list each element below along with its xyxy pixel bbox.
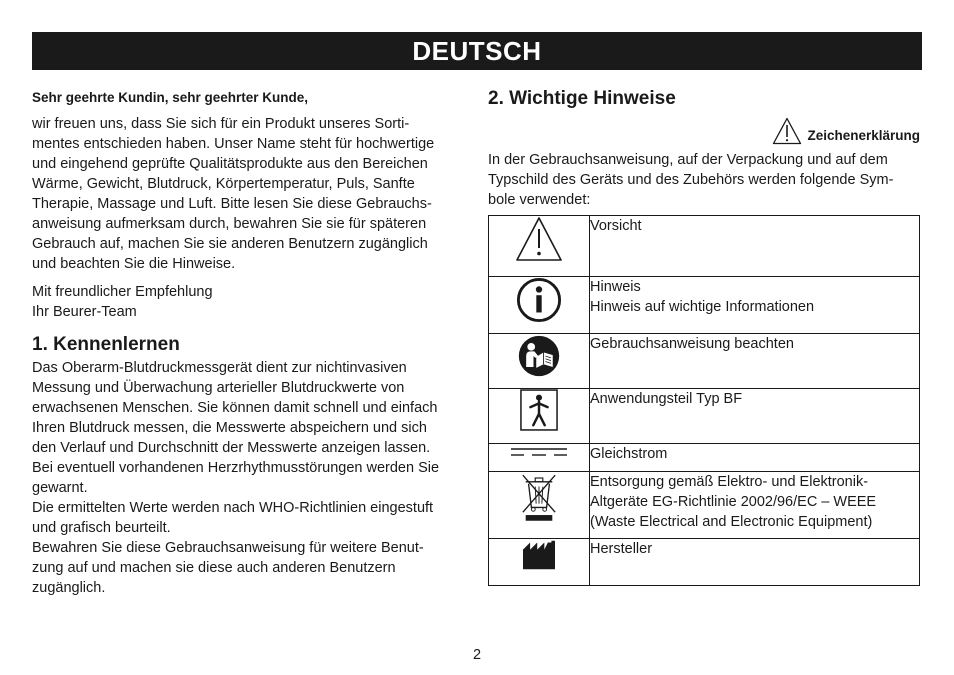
- text-line: In der Gebrauchsanweisung, auf der Verpackung und auf dem: [488, 152, 888, 168]
- text-line: Messung und Überwachung arterieller Blutdruckwerte von: [32, 380, 405, 396]
- subheading-label: Zeichenerklärung: [807, 128, 920, 143]
- text-line: den Verlauf und Durchschnitt der Messwerte anzeigen lassen.: [32, 440, 431, 456]
- text-line: Die ermittelten Werte werden nach WHO-Richtlinien eingestuft: [32, 500, 434, 516]
- salutation: Sehr geehrte Kundin, sehr geehrter Kunde,: [32, 90, 309, 105]
- symbol-cell: [489, 334, 590, 389]
- text-line: und eingehend geprüfte Qualitätsprodukte aus den Bereichen: [32, 156, 428, 172]
- description-line: Altgeräte EG-Richtlinie 2002/96/EC – WEEE: [590, 494, 877, 510]
- table-row: [489, 277, 920, 334]
- signature-line: Ihr Beurer-Team: [32, 304, 137, 320]
- section-title-kennenlernen: 1. Kennenlernen: [32, 334, 180, 355]
- symbol-cell: [489, 389, 590, 444]
- symbol-description: [590, 444, 920, 472]
- left-column: [32, 88, 464, 598]
- text-line: bole verwendet:: [488, 192, 591, 208]
- section1-paragraph: [32, 358, 464, 598]
- text-line: gewarnt.: [32, 480, 88, 496]
- symbol-description: [590, 539, 920, 586]
- direct-current-icon: [509, 444, 569, 460]
- text-line: Gebrauch auf, machen Sie sie anderen Benutzern zugänglich: [32, 236, 428, 252]
- right-column: [488, 86, 920, 210]
- section-title-wichtige-hinweise: 2. Wichtige Hinweise: [488, 88, 676, 109]
- description-line: Entsorgung gemäß Elektro- und Elektronik-: [590, 474, 869, 490]
- text-line: und beachten Sie die Hinweise.: [32, 256, 236, 272]
- symbol-description: [590, 472, 920, 539]
- closing-paragraph: [32, 282, 464, 322]
- weee-bin-icon: [520, 472, 558, 522]
- symbol-legend-heading: [488, 117, 920, 145]
- closing-line: Mit freundlicher Empfehlung: [32, 284, 213, 300]
- symbol-cell: [489, 444, 590, 472]
- table-row: [489, 216, 920, 277]
- table-row: [489, 389, 920, 444]
- text-line: zung auf und machen sie diese auch anderen Benutzern: [32, 560, 396, 576]
- table-row: [489, 444, 920, 472]
- description-line: Gebrauchsanweisung beachten: [590, 336, 794, 352]
- symbol-description: [590, 389, 920, 444]
- table-row: [489, 472, 920, 539]
- text-line: Bewahren Sie diese Gebrauchsanweisung für weitere Benut-: [32, 540, 424, 556]
- warning-triangle-icon: [772, 117, 802, 145]
- table-row: [489, 539, 920, 586]
- manufacturer-icon: [521, 539, 557, 571]
- text-line: mentes entschieden haben. Unser Name steht für hochwertige: [32, 136, 435, 152]
- read-manual-icon: [517, 334, 561, 378]
- text-line: Ihren Blutdruck messen, die Messwerte abspeichern und sich: [32, 420, 427, 436]
- text-line: anweisung aufmerksam durch, bewahren Sie sie für späteren: [32, 216, 427, 232]
- symbol-cell: [489, 472, 590, 539]
- description-line: Hinweis auf wichtige Informationen: [590, 299, 815, 315]
- description-line: Vorsicht: [590, 218, 642, 234]
- symbol-cell: [489, 539, 590, 586]
- text-line: und grafisch beurteilt.: [32, 520, 171, 536]
- text-line: Bei eventuell vorhandenen Herzrhythmusstörungen werden Sie: [32, 460, 440, 476]
- description-line: Hersteller: [590, 541, 653, 557]
- description-line: Hinweis: [590, 279, 641, 295]
- text-line: zugänglich.: [32, 580, 106, 596]
- description-line: Anwendungsteil Typ BF: [590, 391, 743, 407]
- text-line: Das Oberarm-Blutdruckmessgerät dient zur nichtinvasiven: [32, 360, 407, 376]
- info-icon: [516, 277, 562, 323]
- symbols-table: [488, 215, 920, 586]
- symbol-cell: [489, 277, 590, 334]
- text-line: wir freuen uns, dass Sie sich für ein Produkt unseres Sorti-: [32, 116, 410, 132]
- description-line: (Waste Electrical and Electronic Equipment): [590, 514, 873, 530]
- symbol-description: [590, 277, 920, 334]
- symbols-intro: [488, 150, 920, 210]
- warning-triangle-icon: [515, 216, 563, 262]
- symbol-description: [590, 334, 920, 389]
- intro-paragraph: [32, 114, 464, 274]
- text-line: Wärme, Gewicht, Blutdruck, Körpertemperatur, Puls, Sanfte: [32, 176, 415, 192]
- description-line: Gleichstrom: [590, 446, 668, 462]
- text-line: erwachsenen Menschen. Sie können damit schnell und einfach: [32, 400, 438, 416]
- symbol-description: [590, 216, 920, 277]
- symbol-cell: [489, 216, 590, 277]
- type-bf-icon: [520, 389, 558, 431]
- text-line: Typschild des Geräts und des Zubehörs werden folgende Sym-: [488, 172, 894, 188]
- language-header: DEUTSCH: [32, 32, 922, 70]
- table-row: [489, 334, 920, 389]
- page-number: 2: [472, 647, 482, 663]
- text-line: Therapie, Massage und Luft. Bitte lesen Sie diese Gebrauchs-: [32, 196, 432, 212]
